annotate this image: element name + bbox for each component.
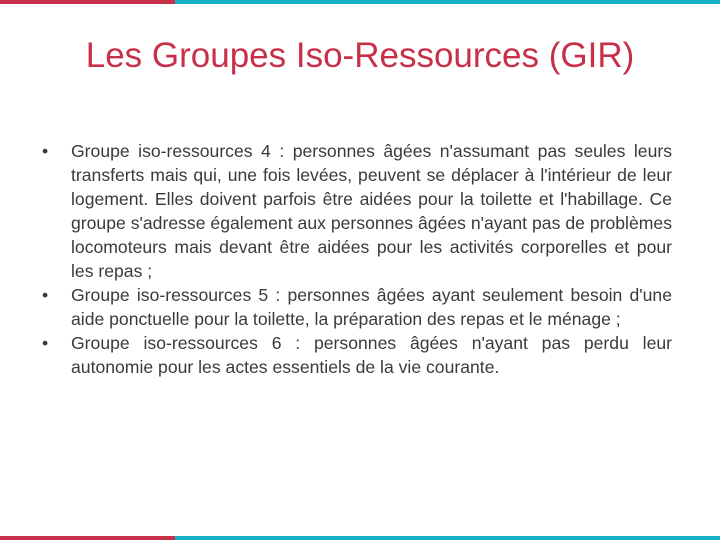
slide-title: Les Groupes Iso-Ressources (GIR) xyxy=(85,36,635,75)
top-accent-cyan-segment xyxy=(175,0,720,4)
bullet-lead: Groupe iso-ressources 4 xyxy=(71,141,271,161)
bullet-icon: • xyxy=(42,141,49,161)
bullet-lead: Groupe iso-ressources 6 xyxy=(71,333,282,353)
bullet-text: : personnes âgées ayant seulement besoin d'une aide ponctuelle pour la toilette, la préparation des repas et le ménage ; xyxy=(71,285,672,329)
bottom-accent-red-segment xyxy=(0,536,175,540)
bullet-icon: • xyxy=(42,333,49,353)
bottom-accent-cyan-segment xyxy=(175,536,720,540)
top-accent-red-segment xyxy=(0,0,175,4)
bullet-item-gir-4 xyxy=(42,139,672,283)
bullet-text: : personnes âgées n'assumant pas seules leurs transferts mais qui, une fois levées, peuvent se déplacer à l'intérieur de leur logement. Elles doivent parfois être aidées pour la toilette et l'habillage. Ce groupe s'adresse également aux personnes âgées n'ayant pas de problèmes locomoteurs mais devant être aidées pour les activités corporelles et pour les repas ; xyxy=(71,141,673,281)
bottom-accent-bar xyxy=(0,536,720,540)
bullet-icon: • xyxy=(42,285,49,305)
bullet-item-gir-6 xyxy=(42,331,672,379)
bullet-list xyxy=(42,139,672,379)
bullet-lead: Groupe iso-ressources 5 xyxy=(71,285,269,305)
bullet-item-gir-5 xyxy=(42,283,672,331)
top-accent-bar xyxy=(0,0,720,4)
bullet-text: : personnes âgées n'ayant pas perdu leur autonomie pour les actes essentiels de la vie courante. xyxy=(71,333,673,377)
